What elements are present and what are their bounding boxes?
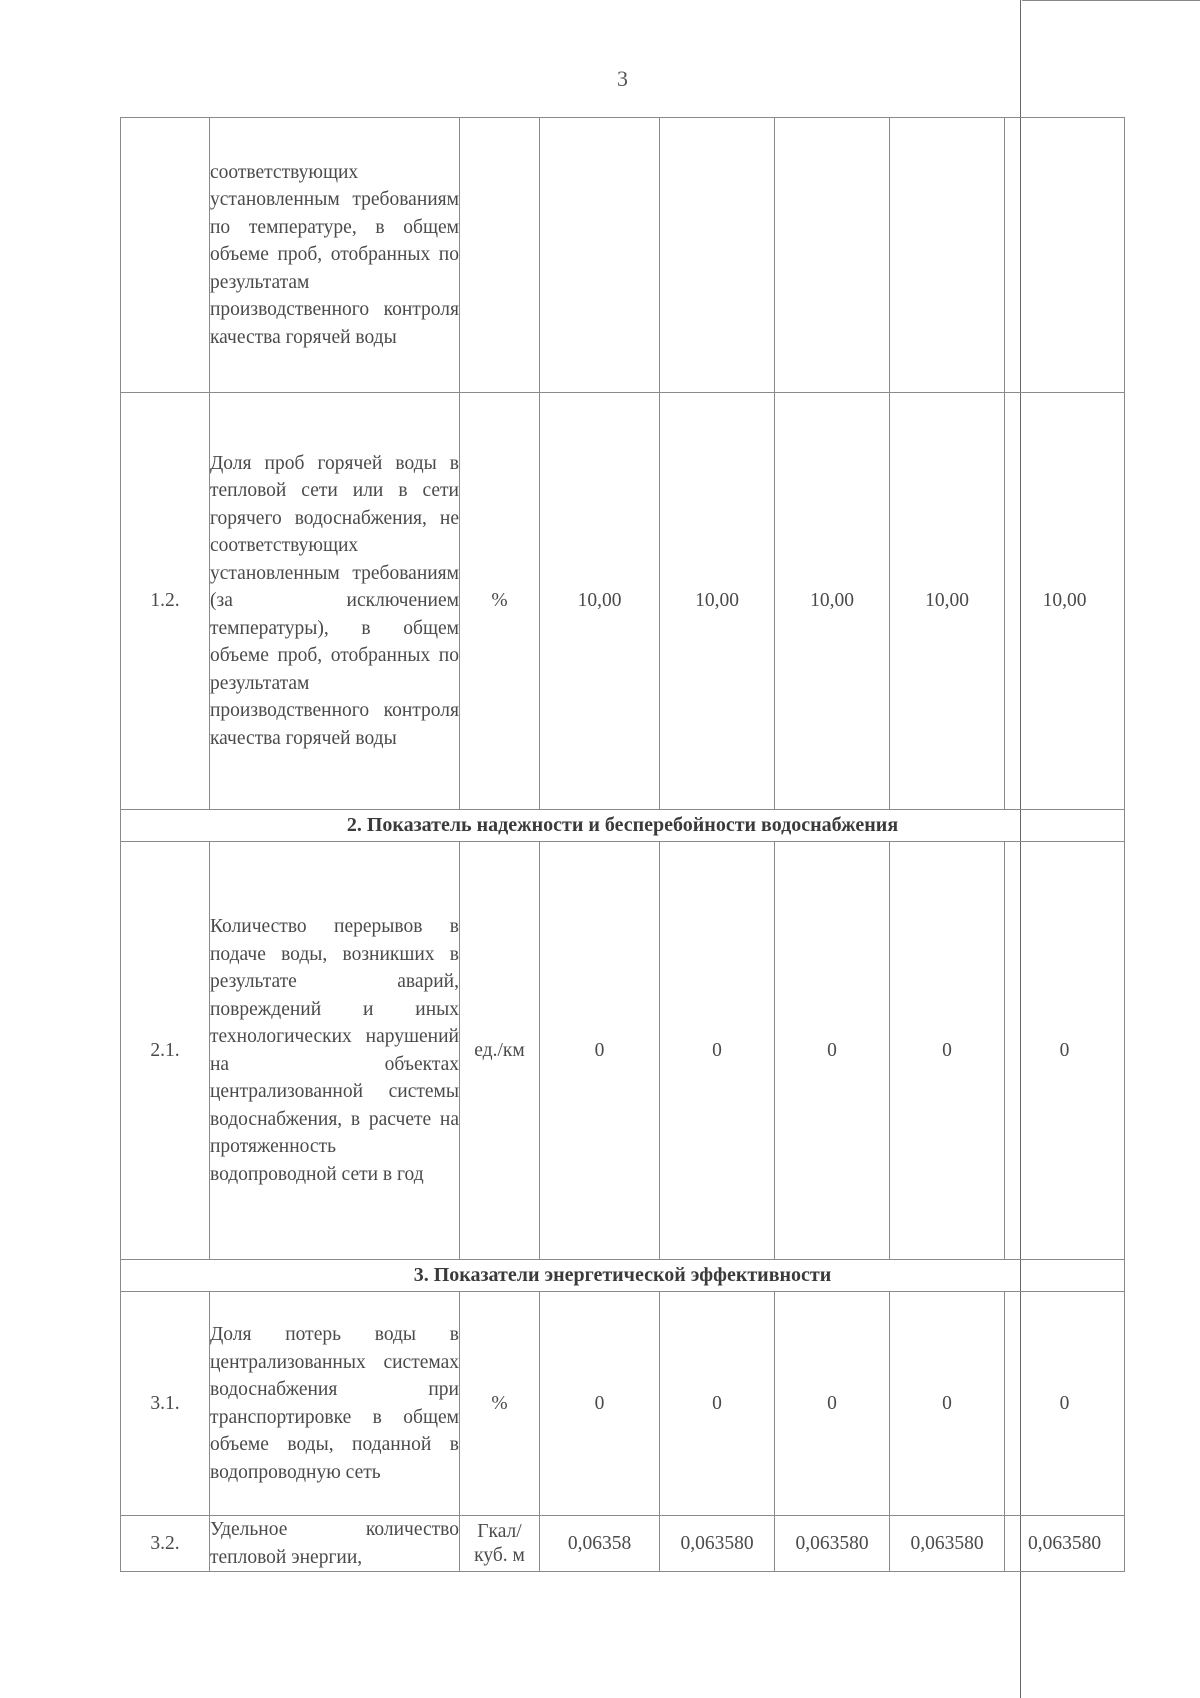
value-cell: 0,06358: [540, 1516, 660, 1572]
value-cell: 0,063580: [1005, 1516, 1125, 1572]
value-cell: 0: [890, 842, 1005, 1260]
indicator-description: Доля потерь воды в централизованных системах водоснабжения при транспортировке в общем объеме воды, поданной в водопроводную сеть: [210, 1292, 460, 1516]
table-row: [121, 1516, 1125, 1572]
value-cell: [775, 118, 890, 393]
value-cell: 10,00: [890, 393, 1005, 810]
row-number: 3.1.: [121, 1292, 210, 1516]
value-cell: 10,00: [1005, 393, 1125, 810]
value-cell: [890, 118, 1005, 393]
indicator-description: Количество перерывов в подаче воды, возникших в результате аварий, повреждений и иных технологических нарушений на объектах централизованной системы водоснабжения, в расчете на протяженность водопроводной сети в год: [210, 842, 460, 1260]
indicator-description: соответствующих установленным требованиям по температуре, в общем объеме проб, отобранных по результатам производственного контроля качества горячей воды: [210, 118, 460, 393]
value-cell: 0: [660, 1292, 775, 1516]
table-row: [121, 1292, 1125, 1516]
section-header-row: [121, 1260, 1125, 1292]
indicator-description: Доля проб горячей воды в тепловой сети или в сети горячего водоснабжения, не соответствующих установленным требованиям (за исключением температуры), в общем объеме проб, отобранных по результатам производственного контроля качества горячей воды: [210, 393, 460, 810]
value-cell: 10,00: [775, 393, 890, 810]
value-cell: 0: [890, 1292, 1005, 1516]
value-cell: 0,063580: [890, 1516, 1005, 1572]
indicators-table: [120, 117, 1125, 1572]
indicator-description: Удельное количество тепловой энергии,: [210, 1516, 460, 1572]
section-title: 3. Показатели энергетической эффективности: [121, 1260, 1125, 1292]
value-cell: 0: [660, 842, 775, 1260]
value-cell: 0,063580: [660, 1516, 775, 1572]
value-cell: [540, 118, 660, 393]
unit-cell: Гкал/ куб. м: [460, 1516, 540, 1572]
row-number: 1.2.: [121, 393, 210, 810]
value-cell: [1005, 118, 1125, 393]
value-cell: 0: [540, 1292, 660, 1516]
unit-cell: %: [460, 1292, 540, 1516]
unit-cell: [460, 118, 540, 393]
value-cell: [660, 118, 775, 393]
table-row: [121, 842, 1125, 1260]
row-number: [121, 118, 210, 393]
value-cell: 0: [775, 842, 890, 1260]
section-header-row: [121, 810, 1125, 842]
row-number: 2.1.: [121, 842, 210, 1260]
scan-edge-line-top: [1022, 0, 1200, 1]
table-row: [121, 118, 1125, 393]
table-row: [121, 393, 1125, 810]
value-cell: 10,00: [540, 393, 660, 810]
page-number: 3: [617, 66, 628, 91]
value-cell: 0: [1005, 1292, 1125, 1516]
value-cell: 10,00: [660, 393, 775, 810]
value-cell: 0: [1005, 842, 1125, 1260]
value-cell: 0: [540, 842, 660, 1260]
section-title: 2. Показатель надежности и бесперебойности водоснабжения: [121, 810, 1125, 842]
value-cell: 0: [775, 1292, 890, 1516]
value-cell: 0,063580: [775, 1516, 890, 1572]
unit-cell: ед./км: [460, 842, 540, 1260]
unit-cell: %: [460, 393, 540, 810]
row-number: 3.2.: [121, 1516, 210, 1572]
